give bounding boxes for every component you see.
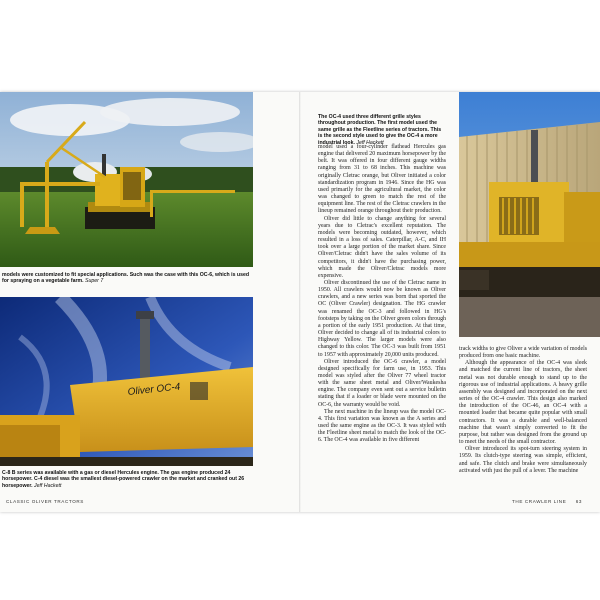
right-footer-label: THE CRAWLER LINE (512, 499, 567, 504)
right-page-footer (512, 499, 582, 504)
caption-oc4-grille-text: The OC-4 used three different grille styles throughout production. The first model used the same grille as the Fleetline series of tractors. This is the second style used to give the OC-4 a more industrial look. (318, 114, 442, 146)
sprayer-crawler-image (0, 92, 253, 267)
oc4-sky-image (0, 297, 253, 466)
oc4-building-image (459, 92, 600, 337)
body-paragraph: Oliver discontinued the use of the Cletrac name in 1950. All crawlers would now be known as Oliver crawlers, and a new series was born that sported the OC (Oliver Crawler) designation. The HG crawler was renamed the OC-3 and followed in HG's footsteps by taking on the Oliver green colors through a portion of the early 1951 production. At that time, Oliver decided to change all of its industrial colors to Highway Yellow. The larger models were also changed to this color. The OC-3 was built from 1951 to 1957 with approximately 20,000 units produced. (318, 279, 446, 358)
body-column-1 (318, 144, 446, 445)
photo-sprayer-crawler (0, 92, 253, 267)
page-gutter (299, 92, 301, 512)
caption-oc8-oc4 (2, 470, 252, 489)
caption-sprayer-credit: Super 7 (85, 278, 104, 285)
caption-sprayer (2, 272, 252, 285)
caption-oc8-oc4-credit: Jeff Hackett (34, 482, 62, 489)
caption-sprayer-text: models were customized to fit special applications. Such was the case with this OC-6, which is used for spraying on a vegetable farm. (2, 272, 250, 285)
left-page-footer: CLASSIC OLIVER TRACTORS (6, 499, 84, 504)
caption-oc4-grille-credit: Jeff Hackett (356, 139, 384, 146)
caption-oc4-grille (318, 114, 444, 146)
body-paragraph: Oliver did little to change anything for several years due to Cletrac's excellent reputation. The models were becoming outdated, however, which resulted in a loss of sales. Caterpillar, A-C, and IH took over a large portion of the market share. Since Oliver/Cletrac didn't have the sales volume of its competitors, it didn't have the purchasing power, which made the Oliver/Cletrac models more expensive. (318, 215, 446, 279)
body-paragraph: Oliver introduced the OC-6 crawler, a model designed specifically for farm use, in 1953. This model was styled after the Oliver 77 wheel tractor with the same sheet metal and Oliver/Waukesha engine. The company even sent out a service bulletin stating that if a loader or blade were mounted on the OC-6, the warranty would be void. (318, 358, 446, 408)
page-number: 63 (575, 499, 583, 504)
photo-oc4-building (459, 92, 600, 337)
caption-oc8-oc4-text: C-8 B series was available with a gas or diesel Hercules engine. The gas engine produced 24 horsepower. C-4 diesel was the smallest diesel-powered crawler on the market and cranked out 26 horsepower. (2, 470, 245, 489)
body-paragraph: model used a four-cylinder flathead Hercules gas engine that delivered 20 maximum horsepower by the belt. It was offered in four different gauge widths ranging from 31 to 68 inches. This machine was originally Cletrac orange, but Oliver initiated a color standardization program in 1946. Since the HG was used primarily for the agricultural market, the color was changed to green to match the rest of the equipment line. The rest of the Cletrac crawlers in the lineup remained orange throughout their production. (318, 144, 446, 215)
body-paragraph: track widths to give Oliver a wide variation of models produced from one basic machine. (459, 346, 587, 360)
hood-lettering: Oliver OC-4 (127, 381, 181, 398)
body-paragraph: The next machine in the lineup was the model OC-4. This first variation was known as the A series and used the same engine as the OC-3. It was styled with the Fleetline sheet metal to match the look of the OC-6. The OC-4 was available in five different (318, 408, 446, 444)
body-paragraph: Oliver introduced its spot-turn steering system in 1959. Its clutch-type steering was simple, efficient, and safe. The clutch and brake were simultaneously activated with just the pull of a lever. The machine (459, 446, 587, 474)
body-column-2 (459, 346, 587, 475)
photo-oc4-sky (0, 297, 253, 466)
body-paragraph: Although the appearance of the OC-4 was sleek and matched the current line of tractors, the sheet metal was not durable enough to stand up to the rigorous use of industrial applications. A heavy grille assembly was designed and incorporated on the next series of the OC-4 crawler. This design also marked the introduction of the OC-46, an OC-4 with a mounted loader that became quite popular with small contractors. It was a durable and well-balanced machine that wasn't simply converted to fit the purpose, but rather was designed from the ground up to meet the needs of the small contractor. (459, 360, 587, 446)
